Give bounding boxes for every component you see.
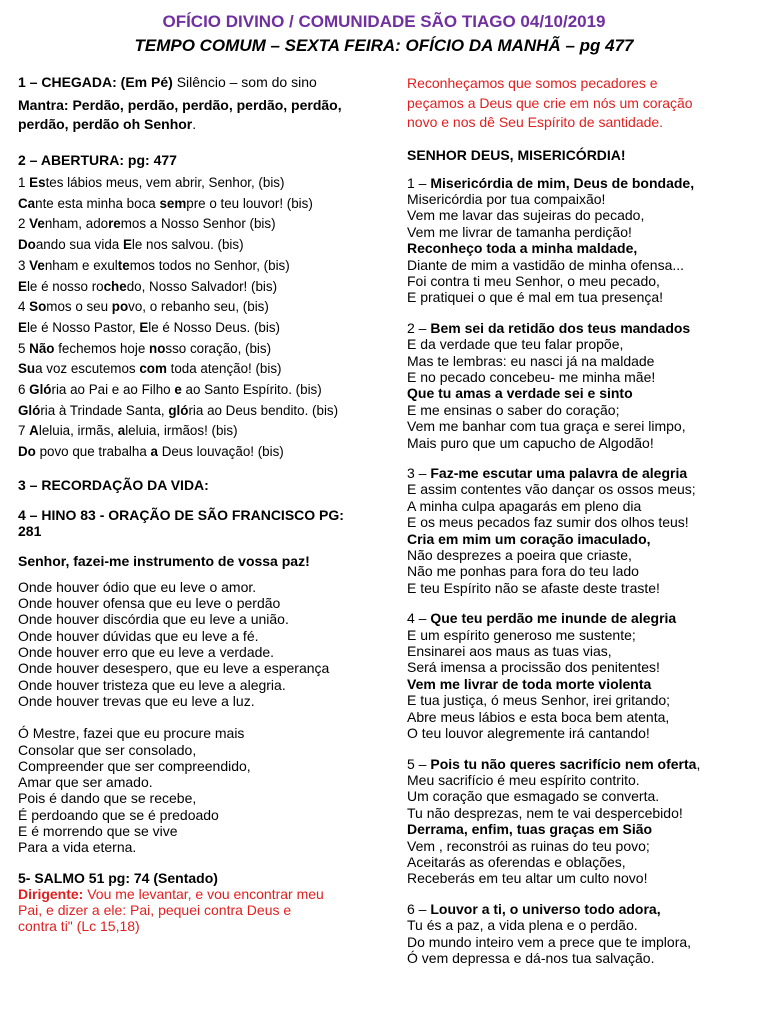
verse-text: ria ao Deus bendito. (bis) (188, 402, 339, 418)
right-column (407, 74, 757, 966)
verse-accent: te (117, 257, 130, 273)
salmo-line (407, 756, 757, 772)
dirigente-text (18, 886, 378, 935)
salmo-line (407, 498, 757, 514)
salmo-line (407, 580, 757, 596)
hino-title-line: 281 (18, 522, 42, 539)
verse-accent: a (117, 423, 126, 439)
salmo-line (407, 901, 757, 917)
salmo-line (407, 821, 757, 837)
salmo-line (407, 547, 757, 563)
salmo-line (407, 207, 757, 223)
stanza-number: 6 – (407, 900, 431, 917)
salmo-stanza (407, 320, 757, 451)
salmo-stanza (407, 465, 757, 596)
verse-accent: a (150, 444, 158, 460)
abertura-verse (18, 235, 378, 256)
verse-accent: e (174, 382, 182, 398)
hino-line: Amar que ser amado. (18, 774, 153, 791)
salmo-line (407, 788, 757, 804)
hino-line: Onde houver tristeza que eu leve a alegria. (18, 676, 286, 693)
abertura-verse (18, 442, 378, 463)
salmo-line-bold: Pois tu não queres sacrifício nem oferta (430, 755, 697, 772)
salmo-line-text: Ensinarei aos maus as tuas vias, (407, 643, 612, 660)
verse-text: nte esta minha boca (35, 195, 160, 211)
salmo-line-bold: Bem sei da retidão dos teus mandados (430, 319, 691, 336)
salmo-line (407, 805, 757, 821)
verse-accent: So (29, 299, 47, 315)
verse-accent: E (139, 319, 149, 335)
verse-text: toda atenção! (bis) (166, 361, 282, 377)
salmo-line (407, 336, 757, 352)
verse-text: leluia, irmãos! (bis) (125, 423, 238, 439)
verse-text: 4 (18, 299, 30, 315)
salmo-line-text: E tua justiça, ó meus Senhor, irei gritando; (407, 692, 671, 709)
salmo-line-text: Vem , reconstrói as ruinas do teu povo; (407, 837, 650, 854)
hino-line: Onde houver erro que eu leve a verdade. (18, 644, 275, 661)
salmo-stanza (407, 756, 757, 887)
salmo-line-text: E no pecado concebeu- me minha mãe! (407, 368, 656, 385)
verse-text: le é Nosso Deus. (bis) (148, 319, 280, 335)
hino-title-line: 4 – HINO 83 - ORAÇÃO DE SÃO FRANCISCO PG: (18, 506, 344, 523)
hino-line: Onde houver dúvidas que eu leve a fé. (18, 627, 259, 644)
verse-accent: sem (159, 195, 187, 211)
hino-line: É perdoando que se é predoado (18, 806, 219, 823)
salmo-line-text: Meu sacrifício é meu espírito contrito. (407, 771, 640, 788)
abertura-verse (18, 339, 378, 360)
verse-text: le é Nosso Pastor, (26, 319, 140, 335)
salmo-line-bold: Derrama, enfim, tuas graças em Sião (407, 821, 653, 838)
salmo-line-text: Mas te lembras: eu nasci já na maldade (407, 352, 655, 369)
section-chegada-title: 1 – CHEGADA: (Em Pé) (18, 74, 173, 90)
hino-line: Onde houver desespero, que eu leve a esperança (18, 660, 330, 677)
salmo-line-text: Tu não desprezas, nem te vai despercebido! (407, 804, 683, 821)
section-hino-title (18, 507, 378, 539)
verse-text: le é nosso ro (26, 278, 104, 294)
abertura-verse (18, 401, 378, 422)
salmo-line-text: Foi contra ti meu Senhor, o meu pecado, (407, 272, 660, 289)
salmo-line-text: Misericórdia por tua compaixão! (407, 190, 606, 207)
salmo-line-bold: Que teu perdão me inunde de alegria (430, 610, 677, 627)
salmo-line (407, 289, 757, 305)
salmo-line (407, 659, 757, 675)
hino-line: Ó Mestre, fazei que eu procure mais (18, 725, 245, 742)
salmo-line-bold: Reconheço toda a minha maldade, (407, 240, 638, 257)
hino-line: Onde houver ofensa que eu leve o perdão (18, 595, 281, 612)
verse-text: ao Santo Espírito. (bis) (181, 382, 322, 398)
salmo-line-text: Vem me banhar com tua graça e serei limpo, (407, 418, 686, 435)
verse-accent: Do (18, 444, 36, 460)
dirigente-line: Vou me levantar, e vou encontrar meu (83, 885, 324, 902)
stanza-number: 2 – (407, 319, 431, 336)
hino-line: Onde houver ódio que eu leve o amor. (18, 578, 257, 595)
salmo-line (407, 676, 757, 692)
salmo-line-text: Um coração que esmagado se converta. (407, 788, 660, 805)
salmo-line-bold: Misericórdia de mim, Deus de bondade, (430, 174, 695, 191)
salmo-line-text: E assim contentes vão dançar os ossos meus; (407, 481, 696, 498)
salmo-line (407, 191, 757, 207)
salmo-line (407, 709, 757, 725)
salmo-line (407, 481, 757, 497)
salmo-line (407, 240, 757, 256)
salmo-line (407, 465, 757, 481)
mantra-line: perdão, perdão oh Senhor (18, 116, 193, 132)
verse-accent: E (18, 319, 27, 335)
salmo-line-tail: , (696, 755, 701, 772)
mantra (18, 96, 378, 134)
abertura-verse (18, 318, 378, 339)
hino-line: E é morrendo que se vive (18, 823, 178, 839)
salmo-line (407, 175, 757, 191)
verse-accent: che (103, 278, 127, 294)
verse-accent: re (108, 216, 121, 232)
salmo-line (407, 369, 757, 385)
salmo-line-text: Mais puro que um capucho de Algodão! (407, 434, 654, 451)
verse-text: leluia, irmãs, (38, 423, 118, 439)
section-salmo-title: 5- SALMO 51 pg: 74 (Sentado) (18, 869, 218, 886)
verse-text: 5 (18, 340, 30, 356)
verse-text: a voz escutemos (35, 361, 140, 377)
verse-text: mos a Nosso Senhor (bis) (120, 216, 276, 232)
salmo-intro (407, 74, 757, 133)
hino-line: Compreender que ser compreendido, (18, 757, 251, 774)
document-title: OFÍCIO DIVINO / COMUNIDADE SÃO TIAGO 04/10/2019 (162, 12, 606, 31)
salmo-stanzas (407, 175, 757, 967)
section-chegada-note: Silêncio – som do sino (172, 74, 317, 90)
verse-text: 3 (18, 257, 30, 273)
salmo-line (407, 838, 757, 854)
salmo-line-bold: Que tu amas a verdade sei e sinto (407, 385, 633, 402)
salmo-line (407, 692, 757, 708)
verse-accent: Ve (29, 216, 45, 232)
abertura-verses (18, 173, 378, 463)
salmo-line-bold: Louvor a ti, o universo todo adora, (430, 900, 661, 917)
hino-stanza (18, 579, 378, 709)
salmo-line-text: Tu és a paz, a vida plena e o perdão. (407, 917, 638, 934)
verse-text: pre o teu louvor! (bis) (186, 195, 313, 211)
abertura-verse (18, 214, 378, 235)
mantra-line: Mantra: Perdão, perdão, perdão, perdão, perdão, (18, 97, 342, 113)
salmo-line-text: Do mundo inteiro vem a prece que te implora, (407, 933, 692, 950)
stanza-number: 5 – (407, 755, 431, 772)
verse-text: nham, ado (44, 216, 109, 232)
salmo-line-bold: Cria em mim um coração imaculado, (407, 530, 651, 547)
salmo-line (407, 950, 757, 966)
verse-text: 7 (18, 423, 30, 439)
salmo-stanza (407, 175, 757, 306)
hino-line: Onde houver trevas que eu leve a luz. (18, 692, 255, 709)
salmo-line (407, 257, 757, 273)
verse-text: 1 (18, 175, 30, 190)
verse-accent: po (111, 299, 129, 315)
verse-accent: Gló (29, 382, 52, 398)
salmo-line (407, 917, 757, 933)
salmo-line-text: Abre meus lábios e esta boca bem atenta, (407, 708, 670, 725)
document-subtitle: TEMPO COMUM – SEXTA FEIRA: OFÍCIO DA MANHÃ – pg 477 (134, 36, 634, 55)
verse-accent: Ca (18, 195, 36, 211)
salmo-line-text: Diante de mim a vastidão de minha ofensa... (407, 256, 685, 273)
section-abertura-title: 2 – ABERTURA: pg: 477 (18, 152, 177, 168)
salmo-intro-line: peçamos a Deus que crie em nós um coração (407, 94, 693, 111)
verse-accent: Do (18, 237, 36, 253)
salmo-line-text: E me ensinas o saber do coração; (407, 401, 620, 418)
section-chegada (18, 74, 378, 90)
salmo-line-text: Não desprezes a poeira que criaste, (407, 547, 632, 564)
stanza-number: 3 – (407, 465, 431, 481)
section-recordacao-title: 3 – RECORDAÇÃO DA VIDA: (18, 476, 209, 493)
abertura-verse (18, 380, 378, 401)
verse-accent: com (139, 361, 167, 377)
salmo-stanza (407, 610, 757, 741)
verse-text: ando sua vida (35, 237, 123, 253)
verse-text: sso coração, (bis) (165, 340, 272, 356)
verse-accent: Ve (29, 257, 45, 273)
salmo-line (407, 385, 757, 401)
salmo-line-text: E teu Espírito não se afaste deste traste! (407, 579, 660, 596)
salmo-line (407, 563, 757, 579)
salmo-line-text: E pratiquei o que é mal em tua presença! (407, 289, 664, 306)
abertura-verse (18, 421, 378, 442)
salmo-line (407, 353, 757, 369)
salmo-line (407, 643, 757, 659)
salmo-line (407, 870, 757, 886)
verse-text: Deus louvação! (bis) (157, 444, 284, 460)
salmo-line (407, 320, 757, 336)
verse-accent: gló (168, 402, 189, 418)
verse-text: ria ao Pai e ao Filho (51, 382, 175, 398)
salmo-line-text: Não me ponhas para fora do teu lado (407, 563, 639, 580)
hino-intro: Senhor, fazei-me instrumento de vossa paz! (18, 552, 310, 569)
salmo-line-text: E os meus pecados faz sumir dos olhos teus! (407, 514, 689, 531)
salmo-line-text: Receberás em teu altar um culto novo! (407, 870, 648, 887)
abertura-verse (18, 359, 378, 380)
salmo-line-text: Ó vem depressa e dá-nos tua salvação. (407, 949, 655, 966)
mantra-end: . (192, 116, 197, 132)
salmo-line-text: Aceitarás as oferendas e oblações, (407, 853, 626, 870)
hino-line: Onde houver discórdia que eu leve a união. (18, 611, 289, 628)
salmo-line (407, 854, 757, 870)
verse-accent: no (149, 340, 166, 356)
stanza-number: 4 – (407, 610, 431, 627)
abertura-verse (18, 277, 378, 298)
salmo-line-bold: Faz-me escutar uma palavra de alegria (430, 465, 688, 481)
verse-accent: E (122, 237, 132, 253)
verse-accent: Gló (18, 402, 41, 418)
abertura-verse (18, 297, 378, 318)
salmo-line (407, 934, 757, 950)
salmo-stanza (407, 901, 757, 967)
verse-text: vo, o rebanho seu, (bis) (128, 299, 269, 315)
hino-stanza (18, 725, 378, 855)
verse-accent: Su (18, 361, 36, 377)
verse-text: 6 (18, 382, 30, 398)
salmo-line (407, 514, 757, 530)
salmo-line (407, 772, 757, 788)
verse-accent: A (29, 423, 39, 439)
salmo-line-text: E um espírito generoso me sustente; (407, 626, 636, 643)
verse-text: le nos salvou. (bis) (131, 237, 244, 253)
verse-text: 2 (18, 216, 30, 232)
salmo-intro-line: novo e nos dê Seu Espírito de santidade. (407, 114, 664, 130)
salmo-intro-line: Reconheçamos que somos pecadores e (407, 75, 658, 91)
verse-accent: Não (29, 340, 55, 356)
verse-accent: E (18, 278, 27, 294)
salmo-line (407, 224, 757, 240)
salmo-line-text: Vem me livrar de tamanha perdição! (407, 223, 632, 240)
salmo-line-bold: Vem me livrar de toda morte violenta (407, 675, 652, 692)
verse-accent: Es (29, 175, 46, 190)
dirigente-line: contra ti" (Lc 15,18) (18, 918, 140, 935)
abertura-verse (18, 173, 378, 194)
dirigente-label: Dirigente: (18, 885, 84, 902)
abertura-verse (18, 194, 378, 215)
verse-text: mos todos no Senhor, (bis) (129, 257, 290, 273)
abertura-verse (18, 256, 378, 277)
verse-text: povo que trabalha (35, 444, 151, 460)
hino-line: Para a vida eterna. (18, 839, 137, 856)
salmo-line-text: O teu louvor alegremente irá cantando! (407, 725, 650, 742)
salmo-line (407, 418, 757, 434)
salmo-line (407, 402, 757, 418)
verse-text: nham e exul (44, 257, 118, 273)
salmo-line-text: Vem me lavar das sujeiras do pecado, (407, 207, 645, 224)
verse-text: do, Nosso Salvador! (bis) (126, 278, 278, 294)
salmo-line (407, 435, 757, 451)
salmo-line (407, 273, 757, 289)
salmo-line-text: A minha culpa apagarás em pleno dia (407, 497, 642, 514)
salmo-line (407, 531, 757, 547)
salmo-line-text: Será imensa a procissão dos penitentes! (407, 659, 660, 676)
verse-text: ria à Trindade Santa, (40, 402, 169, 418)
stanza-number: 1 – (407, 174, 431, 191)
salmo-line-text: E da verdade que teu falar propõe, (407, 336, 624, 353)
salmo-refrain: SENHOR DEUS, MISERICÓRDIA! (407, 146, 626, 163)
left-column (18, 74, 378, 934)
verse-text: tes lábios meus, vem abrir, Senhor, (bis) (45, 175, 285, 190)
hino-line: Consolar que ser consolado, (18, 741, 197, 758)
salmo-line (407, 610, 757, 626)
salmo-line (407, 627, 757, 643)
salmo-line (407, 725, 757, 741)
hino-line: Pois é dando que se recebe, (18, 790, 197, 807)
dirigente-line: Pai, e dizer a ele: Pai, pequei contra Deus e (18, 901, 292, 918)
verse-text: mos o seu (46, 299, 112, 315)
verse-text: fechemos hoje (54, 340, 150, 356)
